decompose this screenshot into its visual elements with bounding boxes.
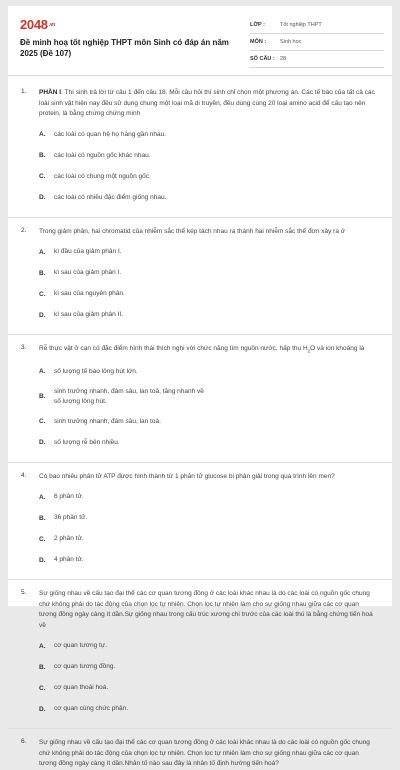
option-a[interactable] <box>39 246 211 258</box>
question-1 <box>8 79 392 218</box>
option-letter: D. <box>39 705 46 713</box>
document-title: Đề minh hoạ tốt nghiệp THPT môn Sinh có đáp án năm 2025 (Đề 107) <box>20 38 229 58</box>
option-text: các loài có nhiều đặc điểm giống nhau. <box>54 193 167 201</box>
option-letter: A. <box>39 248 46 256</box>
answer-options <box>39 640 378 728</box>
answer-options <box>39 491 378 579</box>
option-text: cơ quan cùng chức phận. <box>54 705 129 713</box>
option-d[interactable] <box>39 437 211 449</box>
option-c[interactable] <box>39 416 211 428</box>
option-text: các loài có chung một nguồn gốc. <box>54 172 151 180</box>
question-text <box>39 344 378 357</box>
option-letter: B. <box>39 663 46 671</box>
question-number: 1. <box>21 88 27 95</box>
option-text: 36 phân tử. <box>54 514 88 522</box>
meta-value: Tốt nghiệp THPT <box>280 22 322 28</box>
option-letter: C. <box>39 684 46 692</box>
option-c[interactable] <box>39 288 211 300</box>
option-d[interactable] <box>39 554 211 566</box>
option-letter: B. <box>39 514 46 522</box>
option-letter: C. <box>39 535 46 543</box>
option-a[interactable] <box>39 129 211 141</box>
option-letter: D. <box>39 194 46 201</box>
question-5 <box>8 580 392 729</box>
option-a[interactable] <box>39 491 211 503</box>
option-text: kì đầu của giảm phân I. <box>54 248 122 255</box>
option-text: các loài có quan hệ họ hàng gần nhau. <box>54 130 167 138</box>
option-b[interactable] <box>39 150 211 162</box>
meta-value: Sinh học <box>280 39 302 45</box>
question-text: Có bao nhiêu phân tử ATP được hình thành từ 1 phân tử glucose bị phân giải trong quá trình lên men? <box>39 472 335 480</box>
option-a[interactable] <box>39 366 211 378</box>
option-text: 2 phân tử. <box>54 535 84 543</box>
option-text: số lượng rễ bên nhiều. <box>54 438 120 446</box>
meta-value: 28 <box>280 56 287 62</box>
option-b[interactable] <box>39 387 211 407</box>
logo-text: 2048 <box>20 17 48 32</box>
option-text: các loài có nguồn gốc khác nhau. <box>54 151 151 159</box>
option-text: số lượng tế bào lông hút lớn. <box>54 367 138 375</box>
meta-row-count <box>250 51 384 68</box>
question-4 <box>8 463 392 581</box>
meta-key: MÔN : <box>250 39 267 45</box>
page-header <box>8 6 392 72</box>
question-number: 2. <box>21 226 27 234</box>
header-divider <box>8 75 392 76</box>
question-6 <box>8 729 392 770</box>
question-text: Trong giảm phân, hai chromatid của nhiễm sắc thể kép tách nhau ra thành hai nhiễm sắc thể đơn xảy ra ở <box>39 227 346 235</box>
option-text: 4 phân tử. <box>54 556 84 564</box>
option-letter: B. <box>39 152 46 159</box>
option-b[interactable] <box>39 267 211 279</box>
question-list <box>8 79 392 770</box>
option-d[interactable] <box>39 703 211 715</box>
option-b[interactable] <box>39 661 211 673</box>
option-letter: A. <box>39 642 46 650</box>
option-letter: B. <box>39 269 46 277</box>
option-text: kì sau của giảm phân I. <box>54 269 122 276</box>
option-letter: A. <box>39 368 46 376</box>
option-text: 6 phân tử. <box>54 493 84 501</box>
option-text: kì sau của giảm phân II. <box>54 311 124 318</box>
option-letter: B. <box>39 393 46 401</box>
option-letter: C. <box>39 173 46 180</box>
document-meta <box>250 17 384 68</box>
option-text: cơ quan tương đồng. <box>54 663 116 671</box>
option-letter: D. <box>39 556 46 564</box>
section-label: PHẦN I <box>39 89 62 96</box>
question-body: Rễ thực vật ở cạn có đặc điểm hình thái thích nghi với chức năng tìm nguồn nước, hấp thụ H <box>39 345 308 352</box>
question-body-end: O và ion khoáng là <box>310 345 365 352</box>
question-number: 3. <box>21 344 27 351</box>
option-a[interactable] <box>39 640 211 652</box>
option-letter: A. <box>39 493 46 501</box>
document-page <box>8 6 392 768</box>
option-c[interactable] <box>39 171 211 183</box>
option-letter: D. <box>39 439 46 447</box>
question-number: 5. <box>21 589 27 597</box>
option-letter: C. <box>39 418 46 426</box>
meta-key: LỚP : <box>250 22 265 28</box>
option-d[interactable] <box>39 192 211 204</box>
option-letter: D. <box>39 311 46 319</box>
option-text: sinh trưởng nhanh, đâm sâu, lan toả. <box>54 417 161 425</box>
question-2 <box>8 218 392 336</box>
question-body: . Thí sinh trả lời từ câu 1 đến câu 18. Mỗi câu hỏi thí sinh chỉ chọn một phương án. Các tế bào của tất cả các loài sinh vật hiện nay đều sử dụng chung một loại mã di truyền, đều dùng cùng 20 loại amino acid để cấu tạo nên protein, là bằng chứng chứng minh <box>39 89 375 117</box>
option-text: cơ quan tương tự. <box>54 642 108 650</box>
option-letter: A. <box>39 131 46 138</box>
question-number: 4. <box>21 471 27 479</box>
option-letter: C. <box>39 290 46 298</box>
site-logo[interactable] <box>20 17 55 32</box>
subscript: 2 <box>307 348 311 354</box>
question-number: 6. <box>21 738 27 746</box>
meta-row-grade <box>250 17 384 34</box>
question-text <box>39 88 378 120</box>
question-text: Sự giống nhau về cấu tạo đại thể các cơ quan tương đồng ở các loài khác nhau là do các loài có nguồn gốc chung chứ không phải do tác động của chọn lọc tự nhiên. Chọn lọc tự nhiên làm cho sự giống nhau giữa các cơ quan tương đồng ngày càng ít dần.Nhân tố nào sau đây là nhân tố định hướng tiến hoá? <box>39 739 370 768</box>
option-b[interactable] <box>39 512 211 524</box>
question-3 <box>8 335 392 463</box>
logo-suffix: .vn <box>48 22 56 28</box>
option-text: sinh trưởng nhanh, đâm sâu, lan toả, tăng nhanh về số lượng lông hút. <box>54 387 204 405</box>
meta-row-subject <box>250 34 384 51</box>
option-c[interactable] <box>39 682 211 694</box>
answer-options <box>39 246 378 334</box>
meta-key: SỐ CÂU : <box>250 56 275 62</box>
question-text: Sự giống nhau về cấu tạo đại thể các cơ quan tương đồng ở các loài khác nhau là do các loài có nguồn gốc chung chứ không phải do tác động của chọn lọc tự nhiên. Chọn lọc tự nhiên làm cho sự giống nhau giữa các cơ quan tương đồng ngày càng ít dần.Sự giống nhau trong cấu trúc xương chi trước của các loài thú là bằng chứng tiến hoá về <box>39 590 373 629</box>
option-text: kì sau của nguyên phân. <box>54 290 125 297</box>
answer-options <box>39 366 378 462</box>
option-d[interactable] <box>39 309 211 321</box>
option-c[interactable] <box>39 533 211 545</box>
answer-options <box>39 129 378 217</box>
option-text: cơ quan thoái hoá. <box>54 684 109 692</box>
